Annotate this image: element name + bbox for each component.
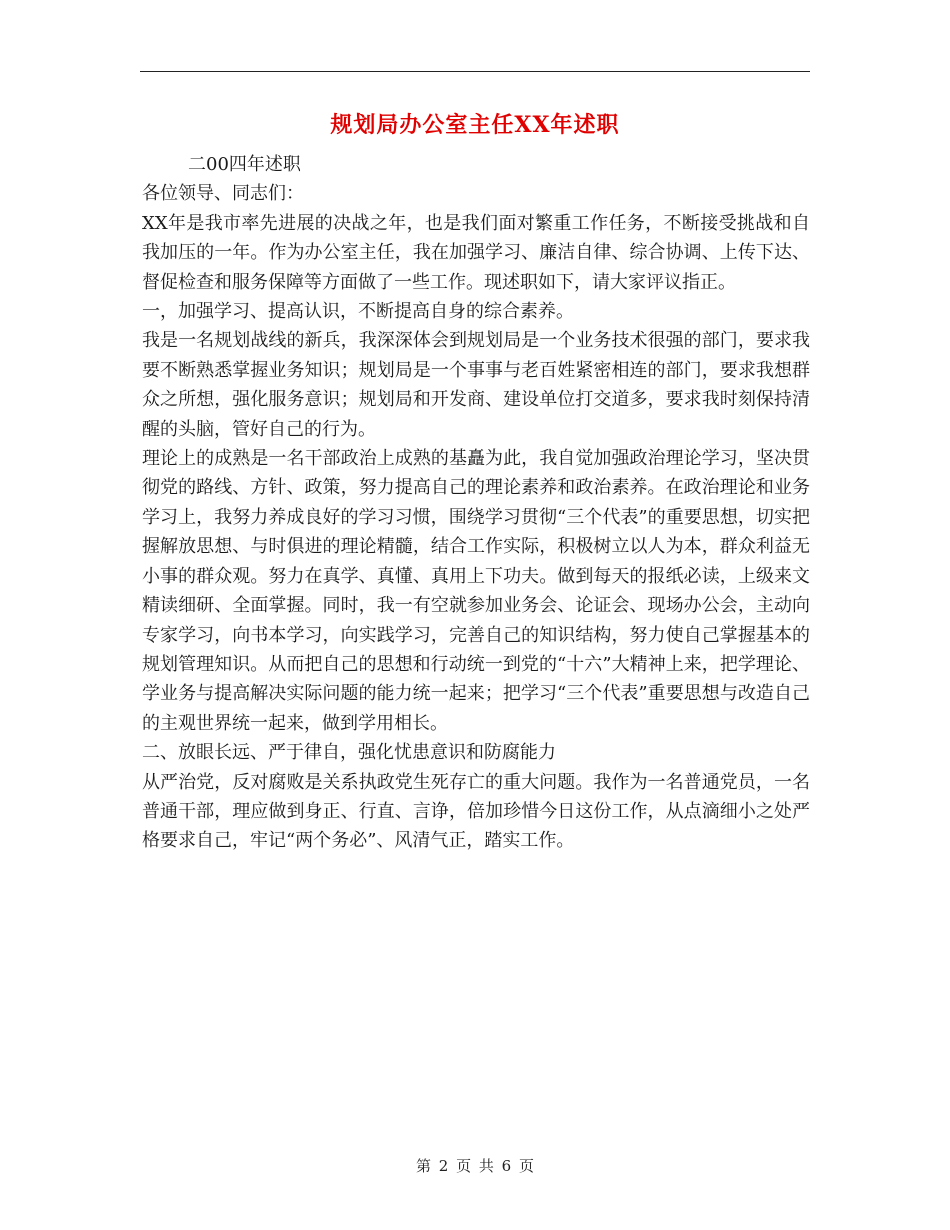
paragraph-intro: XX年是我市率先进展的决战之年，也是我们面对繁重工作任务，不断接受挑战和自我加压的一年。作为办公室主任，我在加强学习、廉洁自律、综合协调、上传下达、督促检查和服务保障等方面做了一些工作。现述职如下，请大家评议指正。 xyxy=(142,212,810,293)
section-heading-1: 一，加强学习、提高认识，不断提高自身的综合素养。 xyxy=(142,301,574,323)
paragraph-salutation: 各位领导、同志们： xyxy=(142,183,304,205)
header-rule xyxy=(140,71,810,72)
section-heading-2: 二、放眼长远、严于律自，强化忧患意识和防腐能力 xyxy=(142,742,556,764)
paragraph: 理论上的成熟是一名干部政治上成熟的基矗为此，我自觉加强政治理论学习，坚决贯彻党的路线、方针、政策，努力提高自己的理论素养和政治素养。在政治理论和业务学习上，我努力养成良好的学习习惯，围绕学习贯彻“三个代表”的重要思想，切实把握解放思想、与时俱进的理论精髓，结合工作实际，积极树立以人为本，群众利益无小事的群众观。努力在真学、真懂、真用上下功夫。做到每天的报纸必读，上级来文精读细研、全面掌握。同时，我一有空就参加业务会、论证会、现场办公会，主动向专家学习，向书本学习，向实践学习，完善自己的知识结构，努力使自己掌握基本的规划管理知识。从而把自己的思想和行动统一到党的“十六”大精神上来，把学理论、学业务与提高解决实际问题的能力统一起来；把学习“三个代表”重要思想与改造自己的主观世界统一起来，做到学用相长。 xyxy=(142,448,810,734)
document-body xyxy=(142,150,810,856)
paragraph: 我是一名规划战线的新兵，我深深体会到规划局是一个业务技术很强的部门，要求我要不断熟悉掌握业务知识；规划局是一个事事与老百姓紧密相连的部门，要求我想群众之所想，强化服务意识；规划局和开发商、建设单位打交道多，要求我时刻保持清醒的头脑，管好自己的行为。 xyxy=(142,330,810,440)
paragraph: 从严治党，反对腐败是关系执政党生死存亡的重大问题。我作为一名普通党员，一名普通干部，理应做到身正、行直、言诤，倍加珍惜今日这份工作，从点滴细小之处严格要求自己，牢记“两个务必”、风清气正，踏实工作。 xyxy=(142,771,810,852)
paragraph-date: 二00四年述职 xyxy=(188,154,301,175)
document-title: 规划局办公室主任XX年述职 xyxy=(330,112,620,138)
page-footer: 第 2 页 共 6 页 xyxy=(416,1157,534,1175)
